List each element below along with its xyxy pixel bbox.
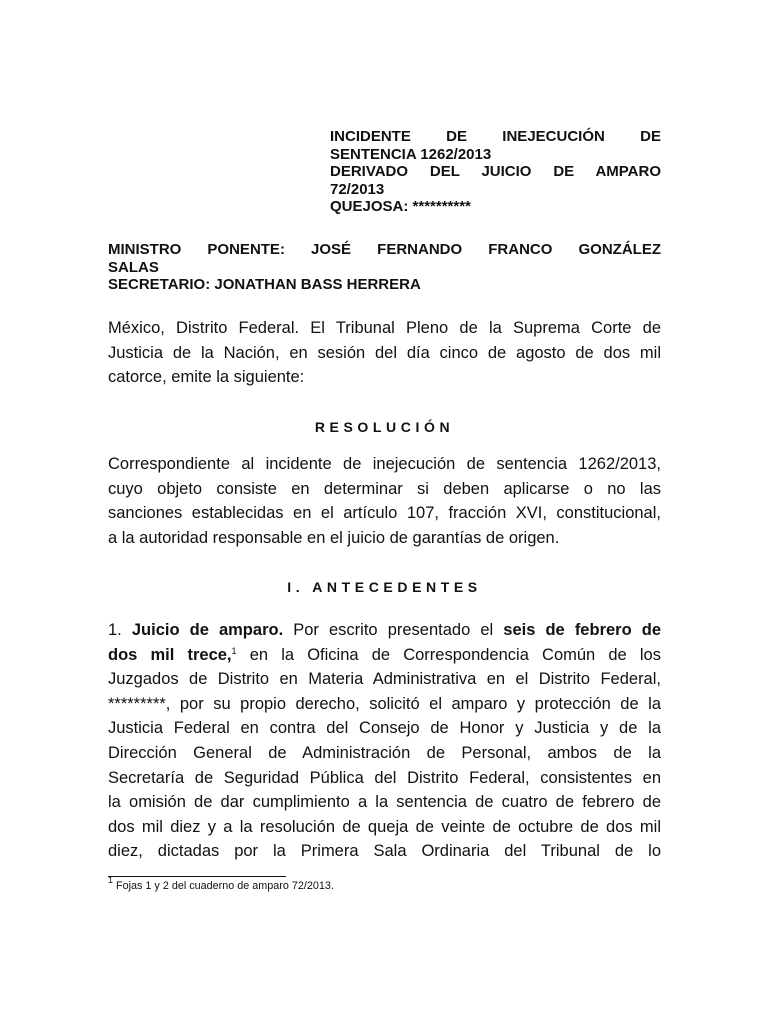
filing-date-end: dos mil trece, — [108, 645, 232, 664]
footnote-number: 1 — [108, 875, 114, 885]
ministro-ponente-line-1: MINISTRO PONENTE: JOSÉ FERNANDO FRANCO GONZÁLEZ — [108, 241, 661, 258]
case-header-incidente-line-1: INCIDENTE DE INEJECUCIÓN DE — [330, 128, 661, 145]
paragraph-text: en la Oficina de Correspondencia Común de los — [249, 645, 661, 664]
paragraph-line: Juzgados de Distrito en Materia Administrativa en el Distrito Federal, — [108, 670, 661, 689]
paragraph-line — [108, 643, 661, 668]
ministro-ponente-line-2: SALAS — [108, 258, 159, 276]
paragraph-line: diez, dictadas por la Primera Sala Ordinaria del Tribunal de lo — [108, 842, 661, 861]
filing-date-start: seis de febrero de — [503, 621, 662, 639]
paragraph-line: la omisión de dar cumplimiento a la sentencia de cuatro de febrero de — [108, 793, 661, 812]
juicio-de-amparo-paragraph — [108, 618, 661, 864]
case-header-quejosa: QUEJOSA: ********** — [330, 198, 471, 216]
correspondiente-line: sanciones establecidas en el artículo 107, fracción XVI, constitucional, — [108, 504, 661, 523]
paragraph-heading: Juicio de amparo. — [131, 621, 284, 639]
case-header — [330, 128, 661, 216]
paragraph-line: Dirección General de Administración de Personal, ambos de la — [108, 743, 661, 762]
paragraph-number: 1. — [108, 621, 122, 639]
correspondiente-line: a la autoridad responsable en el juicio de garantías de origen. — [108, 528, 560, 547]
case-header-derivado-line-1: DERIVADO DEL JUICIO DE AMPARO — [330, 163, 661, 181]
paragraph-line: *********, por su propio derecho, solicitó el amparo y protección de la — [108, 694, 661, 713]
correspondiente-paragraph — [108, 452, 661, 550]
resolucion-heading: RESOLUCIÓN — [314, 419, 455, 435]
footnote — [108, 875, 334, 893]
intro-line: catorce, emite la siguiente: — [108, 368, 305, 387]
case-header-derivado-line-2: 72/2013 — [330, 180, 385, 198]
intro-line: Justicia de la Nación, en sesión del día cinco de agosto de dos mil — [108, 343, 661, 362]
footnote-reference: 1 — [231, 645, 237, 656]
footnote-separator — [108, 876, 286, 877]
paragraph-line — [108, 618, 661, 643]
correspondiente-line: Correspondiente al incidente de inejecución de sentencia 1262/2013, — [108, 455, 661, 473]
secretario-line: SECRETARIO: JONATHAN BASS HERRERA — [108, 276, 421, 294]
ministro-block — [108, 241, 661, 294]
footnote-text: Fojas 1 y 2 del cuaderno de amparo 72/2013. — [116, 880, 334, 892]
paragraph-line: Secretaría de Seguridad Pública del Distrito Federal, consistentes en — [108, 768, 661, 787]
paragraph-line: Justicia Federal en contra del Consejo de Honor y Justicia y de la — [108, 719, 661, 738]
intro-paragraph — [108, 316, 661, 390]
paragraph-text: Por escrito presentado el — [293, 621, 494, 639]
paragraph-line: dos mil diez y a la resolución de queja de veinte de octubre de dos mil — [108, 817, 661, 836]
correspondiente-line: cuyo objeto consiste en determinar si deben aplicarse o no las — [108, 479, 661, 498]
antecedentes-heading: I. ANTECEDENTES — [287, 579, 482, 595]
intro-line: México, Distrito Federal. El Tribunal Pleno de la Suprema Corte de — [108, 319, 661, 337]
case-header-incidente-line-2: SENTENCIA 1262/2013 — [330, 145, 492, 163]
